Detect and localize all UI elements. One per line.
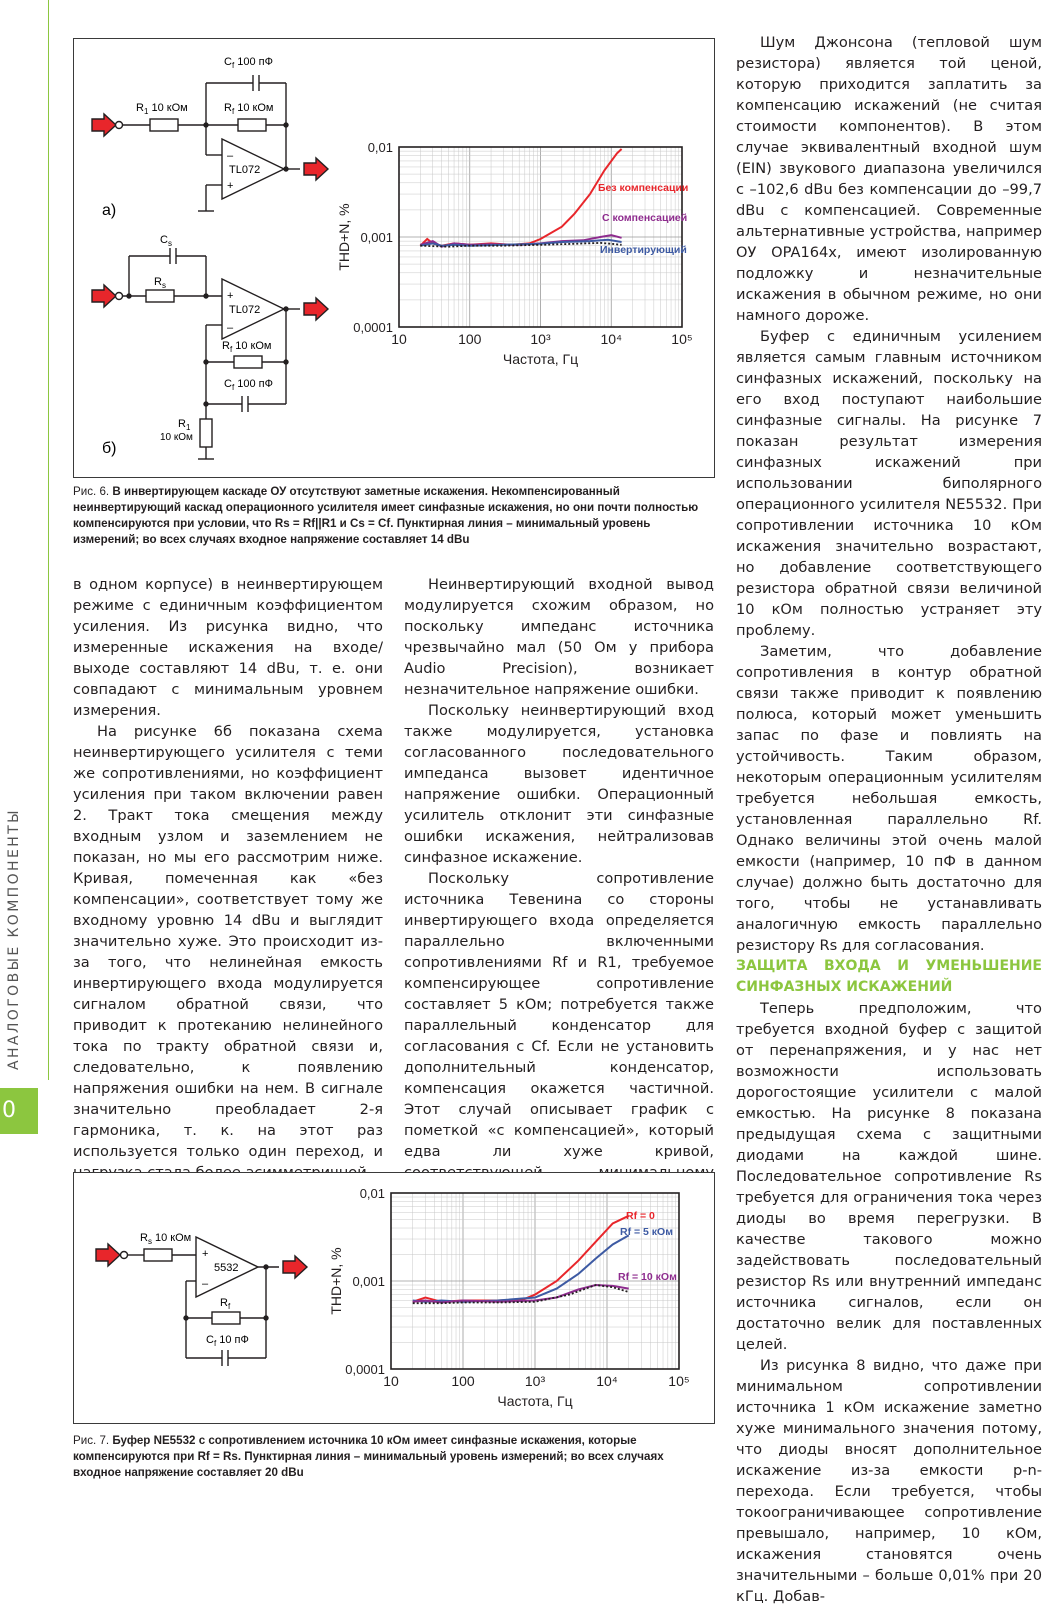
figure-7 <box>73 1172 715 1424</box>
figure-6-svg <box>74 39 714 477</box>
x-tick-label: 10⁵ <box>668 1373 690 1389</box>
x-tick-label: 10⁵ <box>671 331 693 347</box>
rf-label-a: $R_f$ 10 кОм <box>224 102 274 116</box>
r1-label-b: $R_1$ <box>178 418 191 432</box>
opamp-fig7: 5532 <box>214 1262 239 1274</box>
series-label: Инвертирующий <box>600 244 687 256</box>
input-arrow-a <box>92 114 116 136</box>
x-axis-label: Частота, Гц <box>497 1393 573 1409</box>
fig7-caption-text: Буфер NE5532 с сопротивлением источника 10 кОм имеет синфазные искажения, которые компенсируются при Rf = Rs. Пунктирная линия – минимальный уровень измерений; во всех случаях входное напряжение составляет 20 dBu <box>73 1434 664 1479</box>
cf-label-a: $C_f$ 100 пФ <box>224 56 273 70</box>
cf-label-b: $C_f$ 100 пФ <box>224 378 273 392</box>
r1-value-b: 10 кОм <box>160 432 193 443</box>
y-tick-label: 0,0001 <box>345 1362 385 1377</box>
circuit-a <box>92 75 328 211</box>
right-paragraph-5: Из рисунка 8 видно, что даже при минимальном сопротивлении источника 1 кОм искажение заметно хуже минимального значения потому, что диоды вносят дополнительное искажение из-за емкости p-n-перехода. Если требуется, чтобы токоограничивающее сопротивление превышало, например, 10 кОм, искажения становятся очень значительными – больше 0,01% при 20 кГц. Добав- <box>736 1357 1042 1605</box>
minus-fig7: – <box>202 1278 209 1290</box>
right-column <box>736 32 1042 1607</box>
rf-label-b: $R_f$ 10 кОм <box>222 340 272 354</box>
minus-a: – <box>227 150 234 162</box>
right-paragraph-1: Шум Джонсона (тепловой шум резистора) является той ценой, которую приходится заплатить за компенсацию искажений (не считая стоимости компонентов). В этом случае эквивалентный входной шум (EIN) звукового диапазона увеличился с –102,6 dBu без компенсации до –99,7 dBu с компенсацией. Современные альтернативные устройства, например ОУ OPA164x, имеют изолированную подложку и незначительные искажения в обычном режиме, но они намного дороже. <box>736 34 1042 324</box>
middle-column <box>404 574 714 1204</box>
fig6-caption <box>73 484 713 548</box>
cf-label-fig7: $C_f$ 10 пФ <box>206 1334 249 1348</box>
fig7-caption <box>73 1433 713 1481</box>
left-column <box>73 574 383 1183</box>
middle-paragraph-3: Поскольку сопротивление источника Тевенина со стороны инвертирующего входа определяется параллельно включенными сопротивлениями Rf и R1, требуемое компенсирующее сопротивление составляет 5 кОм; потребуется также параллельный конденсатор для согласования с Cf. Если не установить дополнительный конденсатор, компенсация окажется частичной. Этот случай описывает график с пометкой «с компенсацией», который едва ли хуже кривой, <box>404 870 714 1160</box>
opamp-a: TL072 <box>229 164 261 176</box>
right-paragraph-2: Буфер с единичным усилением является самым главным источником синфазных искажений, поскольку на его вход поступают наибольшие синфазные сигналы. На рисунке 7 показан результат измерения синфазных искажений при использовании биполярного операционного усилителя NE5532. При сопротивлении источника 10 кОм искажения значительно возрастают, но добавление соответствующего резистора обратной связи величиной 10 кОм полностью устраняет эту проблему. <box>736 328 1042 639</box>
section-label: АНАЛОГОВЫЕ КОМПОНЕНТЫ <box>6 808 22 1070</box>
figure-6 <box>73 38 715 478</box>
x-tick-label: 10⁴ <box>600 331 623 347</box>
x-tick-label: 10³ <box>524 1373 546 1389</box>
fig7-caption-lead: Рис. 7. <box>73 1434 110 1447</box>
y-tick-label: 0,0001 <box>353 320 393 335</box>
label-b: б) <box>102 440 117 457</box>
x-tick-label: 10 <box>391 331 407 347</box>
series-label: Rf = 5 кОм <box>620 1226 673 1238</box>
series-label: С компенсацией <box>602 212 688 224</box>
y-axis-label: THD+N, % <box>336 203 352 271</box>
series-line <box>413 1235 629 1301</box>
plus-a: + <box>227 180 234 192</box>
minus-b: – <box>227 322 234 334</box>
x-tick-label: 10⁴ <box>596 1373 618 1389</box>
circuit-b <box>92 248 328 459</box>
left-paragraph-2: На рисунке 6б показана схема неинвертирующего усилителя с теми же сопротивлениями, но коэффициент усиления при таком включении равен 2. Тракт тока смещения между входным узлом и заземлением не показан, но мы его рассмотрим ниже. Кривая, помеченная как «без компенсации», соответствует тому же входному уровню 14 dBu и выглядит значительно хуже. Это происходит из-за того, что нелинейная емкость инвертирующего входа модулируется сигналом обратной связи, что приводит к протеканию нелинейного тока по тракту обратной связи и, следовательно, к появлению напряжения ошибки на нем. В сигнале значительно преобладает 2-я гармоника, т. к. на этот раз используется только один переход, и <box>73 723 383 1160</box>
label-a: а) <box>102 202 117 219</box>
opamp-b: TL072 <box>229 304 261 316</box>
x-tick-label: 10³ <box>530 331 551 347</box>
right-paragraph-3: Заметим, что добавление сопротивления в контур обратной связи также приводит к появлению полюса, который может уменьшить запас по фазе и повлиять на устойчивость. Таким образом, некоторым операционным усилителям требуется небольшая емкость, установленная параллельно Rf. Однако величины этой очень малой емкости (например, 10 пФ в данном случае) должно быть достаточно для того, чтобы не устанавливать аналогичную емкость параллельно резистору Rs для согласования. <box>736 643 1042 954</box>
r1-label-a: $R_1$ 10 кОм <box>136 102 188 116</box>
y-tick-label: 0,01 <box>359 1186 385 1201</box>
rf-label-fig7: $R_f$ <box>220 1297 231 1311</box>
middle-paragraph-1: Неинвертирующий входной вывод модулируется схожим образом, но поскольку импеданс источника чрезвычайно мал (50 Ом у прибора Audio Precision), возникает незначительное напряжение ошибки. <box>404 576 714 698</box>
plus-b: + <box>227 290 234 302</box>
series-label: Без компенсации <box>598 182 689 194</box>
series-label: Rf = 0 <box>626 1210 655 1222</box>
x-tick-label: 100 <box>451 1373 475 1389</box>
figure-7-svg <box>74 1173 714 1423</box>
chart-fig6 <box>336 140 693 367</box>
section-heading: ЗАЩИТА ВХОДА И УМЕНЬШЕНИЕ СИНФАЗНЫХ ИСКАЖЕНИЙ <box>736 958 1042 995</box>
rs-label-fig7: $R_s$ 10 кОм <box>140 1232 192 1246</box>
middle-paragraph-2: Поскольку неинвертирующий вход также модулируется, установка согласованного последовательного импеданса вызовет идентичное напряжение ошибки. Операционный усилитель отклонит эти синфазные ошибки искажения, нейтрализовав синфазное искажение. <box>404 702 714 866</box>
x-axis-label: Частота, Гц <box>502 351 579 367</box>
y-tick-label: 0,001 <box>360 230 393 245</box>
x-tick-label: 100 <box>458 331 482 347</box>
fig6-caption-text: В инвертирующем каскаде ОУ отсутствуют заметные искажения. Некомпенсированный неинвертирующий каскад операционного усилителя имеет синфазные искажения, но они почти полностью компенсируются при условии, что Rs = Rf||R1 и Cs = Cf. Пунктирная линия – минимальный уровень измерений; во всех случаях входное напряжение составляет 14 dBu <box>73 485 699 546</box>
series-line <box>420 149 621 246</box>
x-tick-label: 10 <box>383 1373 399 1389</box>
rs-label-b: $R_s$ <box>154 276 166 290</box>
y-tick-label: 0,001 <box>352 1274 385 1289</box>
series-label: Rf = 10 кОм <box>618 1271 677 1283</box>
y-axis-label: THD+N, % <box>328 1247 344 1315</box>
sidebar-rule <box>48 0 49 1080</box>
fig6-caption-lead: Рис. 6. <box>73 485 110 498</box>
cs-label-b: $C_s$ <box>160 234 172 248</box>
y-tick-label: 0,01 <box>367 140 393 155</box>
right-paragraph-4: Теперь предположим, что требуется входной буфер с защитой от перенапряжения, и у нас нет возможности использовать дорогостоящие усилители с малой емкостью. На рисунке 8 показана предыдущая схема с защитными диодами на каждой шине. Последовательное сопротивление Rs требуется для ограничения тока через диоды во время перегрузки. В качестве такового можно задействовать последовательный резистор Rs или внутренний импеданс источника сигналов, если он достаточно велик для поставленных целей. <box>736 1000 1042 1353</box>
left-paragraph-1: в одном корпусе) в неинвертирующем режиме с единичным коэффициентом усиления. Из рисунка видно, что измеренные искажения на входе/выходе составляют 14 dBu, т. е. они совпадают с минимальным уровнем измерения. <box>73 576 383 719</box>
chart-fig7 <box>328 1186 690 1409</box>
plus-fig7: + <box>202 1248 209 1260</box>
page-number: 0 <box>0 1088 38 1134</box>
